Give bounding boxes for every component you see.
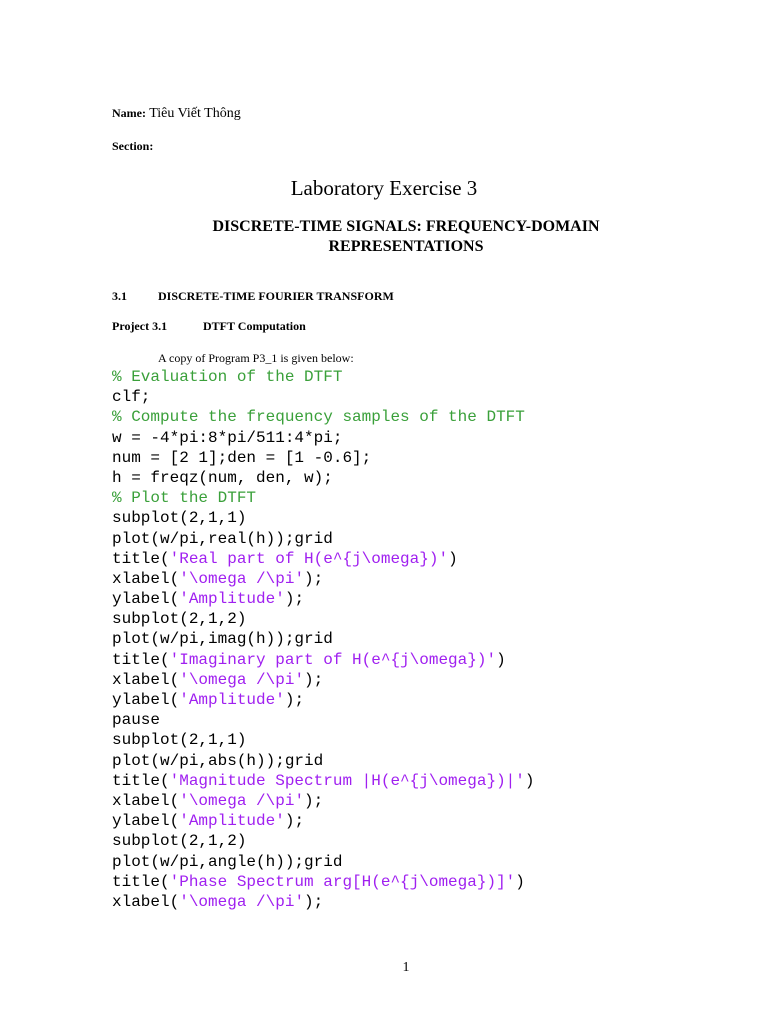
code-text: xlabel( [112,892,180,911]
code-string: '\omega /\pi' [179,791,305,810]
code-text: plot(w/pi,abs(h));grid [112,751,324,770]
code-comment: % Compute the frequency samples of the DTFT [112,408,525,427]
code-line [112,650,534,670]
code-line [112,387,534,407]
code-text: xlabel( [112,791,180,810]
subtitle-line-1: DISCRETE-TIME SIGNALS: FREQUENCY-DOMAIN [212,218,600,235]
code-text: plot(w/pi,imag(h));grid [112,630,333,649]
code-text: title( [112,650,170,669]
code-text: plot(w/pi,angle(h));grid [112,852,343,871]
code-text: ); [304,791,324,810]
code-string: 'Real part of H(e^{j\omega})' [169,549,449,568]
code-text: ylabel( [112,691,180,709]
section-heading [112,289,394,304]
code-text: num = [2 1];den = [1 -0.6]; [112,448,372,467]
code-text: ) [524,771,535,790]
code-text: ); [284,590,305,609]
code-text: w = -4*pi:8*pi/511:4*pi; [112,428,343,447]
code-line [112,589,534,609]
code-text: xlabel( [112,569,180,588]
page-title: Laboratory Exercise 3 [290,176,478,200]
code-line [112,609,534,629]
code-text: subplot(2,1,1) [112,509,247,528]
code-line [112,488,534,508]
code-text: ) [515,872,525,891]
code-text: ylabel( [112,812,180,831]
code-line [112,448,534,468]
code-line [112,751,534,771]
code-string: 'Amplitude' [179,812,285,831]
code-string: 'Magnitude Spectrum |H(e^{j\omega})|' [169,771,525,790]
code-string: '\omega /\pi' [179,892,305,911]
code-text: title( [112,872,170,891]
code-text: xlabel( [112,670,180,689]
project-title: DTFT Computation [203,319,306,333]
code-line [112,771,534,791]
section-number: 3.1 [112,289,127,303]
code-text: title( [112,549,170,568]
code-text: ) [496,650,506,669]
code-text: ); [304,670,324,689]
code-line [112,407,534,427]
section-title: DISCRETE-TIME FOURIER TRANSFORM [158,289,394,303]
code-line [112,670,534,690]
code-line [112,730,534,750]
code-line [112,710,534,730]
code-text: subplot(2,1,2) [112,832,247,851]
code-text: pause [112,711,161,730]
code-text: ); [304,569,324,588]
code-comment: % Evaluation of the DTFT [112,368,343,386]
code-string: 'Amplitude' [179,691,285,709]
name-row [112,106,241,122]
code-line [112,508,534,528]
code-line [112,629,534,649]
code-text: ylabel( [112,590,180,609]
code-comment: % Plot the DTFT [112,489,257,508]
name-value: Tiêu Viết Thông [149,106,241,121]
project-heading [112,319,306,334]
code-line [112,468,534,488]
name-label: Name: [112,106,146,120]
code-text: ); [284,691,305,709]
code-line [112,690,534,710]
code-string: '\omega /\pi' [179,670,305,689]
code-text: subplot(2,1,1) [112,731,247,750]
code-string: 'Imaginary part of H(e^{j\omega})' [169,650,497,669]
project-number: Project 3.1 [112,319,168,333]
page-subtitle [0,217,768,257]
code-line [112,892,534,912]
code-line [112,791,534,811]
code-line [112,852,534,872]
code-text: title( [112,771,170,790]
code-text: ) [448,549,458,568]
code-line [112,872,534,892]
intro-text: A copy of Program P3_1 is given below: [158,351,354,365]
code-line [112,569,534,589]
code-listing [112,367,534,912]
section-label: Section: [112,139,154,153]
code-text: ); [304,892,324,911]
subtitle-line-2: REPRESENTATIONS [328,238,484,255]
code-line [112,428,534,448]
code-line [112,811,534,831]
code-text: subplot(2,1,2) [112,610,247,629]
code-text: plot(w/pi,real(h));grid [112,529,333,548]
code-text: clf; [112,388,151,407]
code-text: h = freqz(num, den, w); [112,468,333,487]
code-string: '\omega /\pi' [179,569,305,588]
code-line [112,831,534,851]
code-line [112,367,534,387]
code-string: 'Phase Spectrum arg[H(e^{j\omega})]' [169,872,516,891]
code-line [112,549,534,569]
code-text: ); [284,812,305,831]
code-string: 'Amplitude' [179,590,285,609]
page-number: 1 [402,960,410,975]
code-line [112,529,534,549]
